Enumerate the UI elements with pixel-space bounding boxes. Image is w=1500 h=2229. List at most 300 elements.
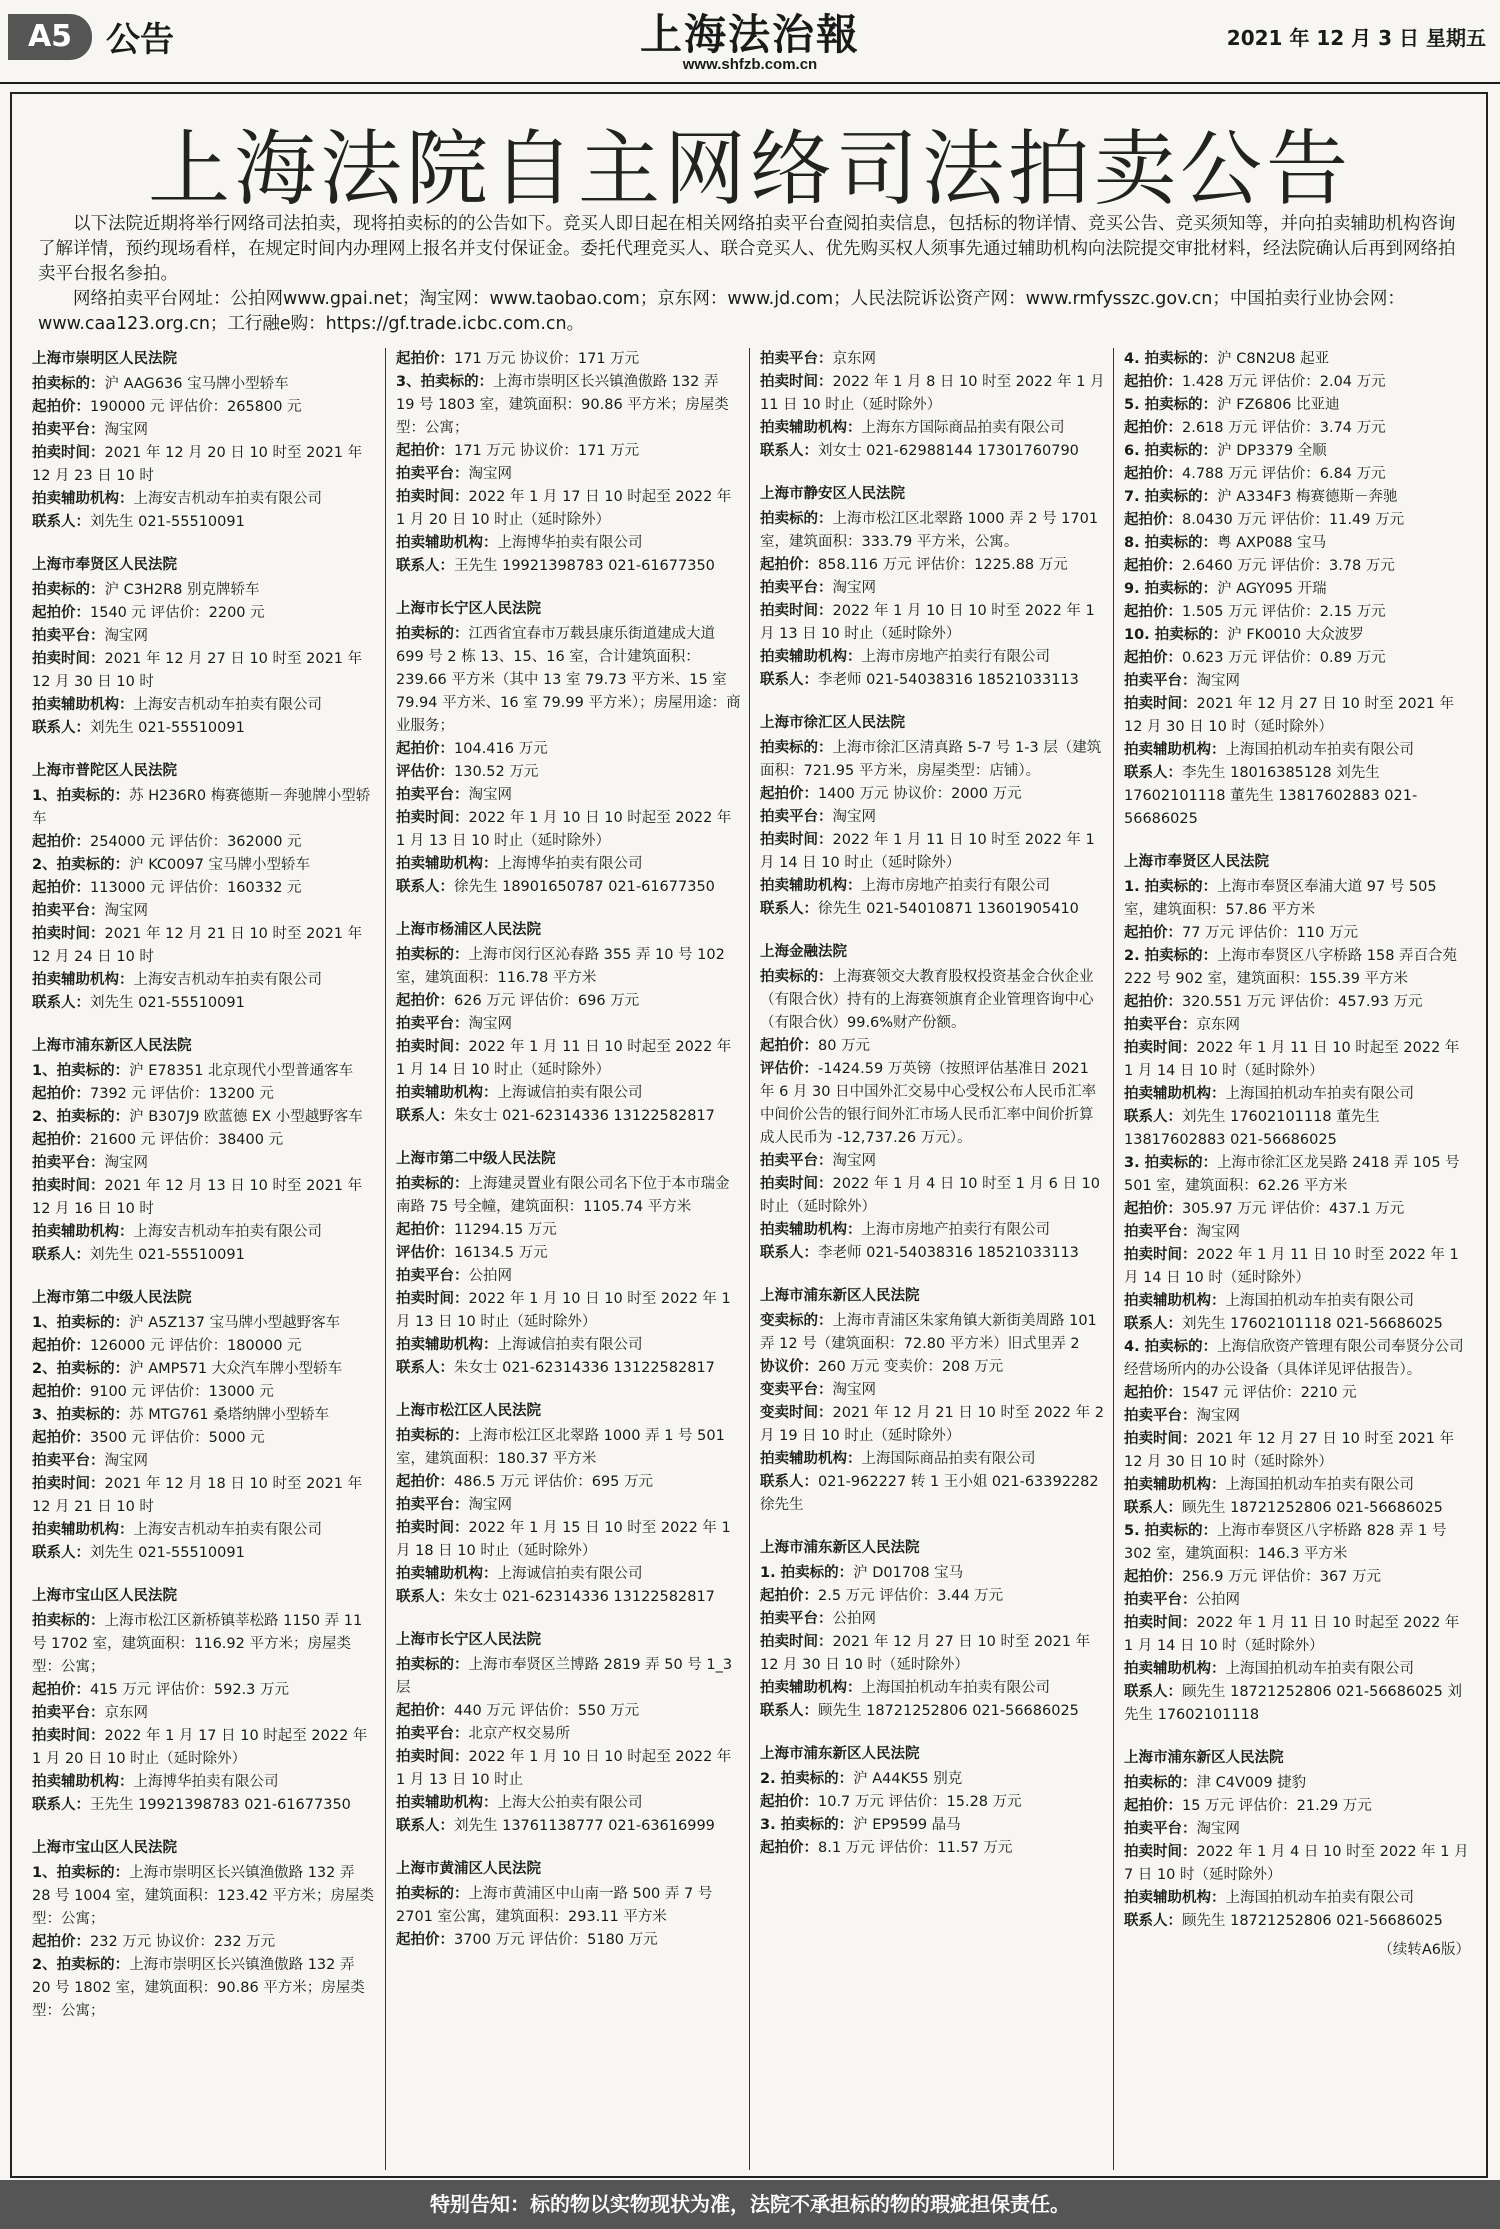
field-value: 沪 KC0097 宝马牌小型轿车 (129, 857, 311, 873)
field-label: 拍卖时间： (396, 1039, 469, 1055)
notice-line (396, 1494, 741, 1517)
field-value: 上海市房地产拍卖行有限公司 (861, 649, 1050, 665)
court-name: 上海市静安区人民法院 (760, 486, 905, 502)
auction-notice (760, 941, 1105, 1265)
notice-line (1124, 1566, 1470, 1589)
notice-line (396, 1265, 741, 1288)
auction-notice (32, 1585, 377, 1817)
field-value: 刘先生 021-55510091 (90, 995, 245, 1011)
notice-line (396, 1723, 741, 1746)
field-label: 联系人： (1124, 1109, 1182, 1125)
field-label: 起拍价： (1124, 374, 1182, 390)
field-value: 朱女士 021-62314336 13122582817 (454, 1360, 715, 1376)
field-label: 起拍价： (396, 1932, 454, 1948)
field-label: 拍卖标的： (396, 1886, 469, 1902)
notice-line (32, 442, 377, 488)
field-label: 联系人： (396, 1108, 454, 1124)
field-label: 起拍价： (32, 605, 90, 621)
field-value: 沪 A5Z137 宝马牌小型越野客车 (129, 1315, 341, 1331)
field-label: 联系人： (760, 672, 818, 688)
notice-line (32, 1106, 377, 1129)
court-name: 上海市奉贤区人民法院 (32, 557, 177, 573)
field-label: 拍卖时间： (396, 1749, 469, 1765)
notice-line (396, 1334, 741, 1357)
field-label: 拍卖平台： (32, 1453, 105, 1469)
notice-line (1124, 991, 1470, 1014)
notice-line (760, 1677, 1105, 1700)
field-value: 上海国拍机动车拍卖有限公司 (1225, 1890, 1414, 1906)
notice-line (1124, 1910, 1470, 1933)
field-value: 王先生 19921398783 021-61677350 (454, 558, 715, 574)
auction-notice (396, 1858, 741, 1952)
field-value: 沪 A334F3 梅赛德斯－奔驰 (1217, 489, 1398, 505)
court-name: 上海市宝山区人民法院 (32, 1840, 177, 1856)
section-name: 公告 (106, 20, 174, 60)
notice-line (1124, 693, 1470, 739)
field-value: 淘宝网 (104, 1453, 148, 1469)
field-value: 190000 元 评估价：265800 元 (90, 399, 302, 415)
field-value: 1.428 万元 评估价：2.04 万元 (1182, 374, 1386, 390)
notice-line (32, 831, 377, 854)
field-value: 粤 AXP088 宝马 (1217, 535, 1327, 551)
field-label: 1. 拍卖标的： (760, 1565, 854, 1581)
field-label: 拍卖时间： (760, 832, 833, 848)
notice-line (396, 1219, 741, 1242)
field-value: 上海安吉机动车拍卖有限公司 (133, 1522, 322, 1538)
field-label: 拍卖平台： (760, 1611, 833, 1627)
field-value: 李老师 021-54038316 18521033113 (818, 1245, 1079, 1261)
field-label: 拍卖辅助机构： (396, 1795, 498, 1811)
field-label: 起拍价： (1124, 466, 1182, 482)
field-label: 起拍价： (1124, 1385, 1182, 1401)
notice-line (760, 417, 1105, 440)
notice-line (32, 1427, 377, 1450)
field-value: 上海市崇明区长兴镇渔傲路 132 弄 19 号 1803 室，建筑面积：90.86 平方米；房屋类型：公寓； (396, 374, 729, 436)
field-label: 起拍价： (32, 399, 90, 415)
court-name: 上海市普陀区人民法院 (32, 763, 177, 779)
field-value: 北京产权交易所 (468, 1726, 570, 1742)
field-label: 拍卖标的： (760, 969, 833, 985)
notice-line (32, 1335, 377, 1358)
field-value: 刘先生 021-55510091 (90, 514, 245, 530)
notice-line (32, 1060, 377, 1083)
notice-line (1124, 1382, 1470, 1405)
field-value: 2021 年 12 月 27 日 10 时至 2021 年 12 月 30 日 10 时（延时除外） (1124, 696, 1455, 735)
field-label: 拍卖时间： (760, 374, 833, 390)
notice-line (396, 1746, 741, 1792)
notice-line (396, 1654, 741, 1700)
notice-line (1124, 1014, 1470, 1037)
field-label: 拍卖平台： (396, 1497, 469, 1513)
field-value: 130.52 万元 (454, 764, 539, 780)
field-value: 上海市房地产拍卖行有限公司 (861, 1222, 1050, 1238)
field-value: 刘先生 021-55510091 (90, 1545, 245, 1561)
field-label: 起拍价： (760, 1588, 818, 1604)
field-value: 440 万元 评估价：550 万元 (454, 1703, 640, 1719)
notice-line (396, 853, 741, 876)
field-value: 4.788 万元 评估价：6.84 万元 (1182, 466, 1386, 482)
field-value: 2022 年 1 月 11 日 10 时至 2022 年 1 月 14 日 10 时止（延时除外） (760, 832, 1095, 871)
field-label: 拍卖辅助机构： (396, 1085, 498, 1101)
field-label: 拍卖辅助机构： (760, 649, 862, 665)
field-label: 起拍价： (32, 834, 90, 850)
field-value: 淘宝网 (832, 1153, 876, 1169)
field-value: 486.5 万元 评估价：695 万元 (454, 1474, 654, 1490)
notice-line (1124, 1795, 1470, 1818)
field-label: 拍卖标的： (760, 740, 833, 756)
field-label: 9. 拍卖标的： (1124, 581, 1218, 597)
field-value: 淘宝网 (104, 903, 148, 919)
field-label: 拍卖时间： (32, 1178, 105, 1194)
court-name: 上海市徐汇区人民法院 (760, 715, 905, 731)
field-label: 8. 拍卖标的： (1124, 535, 1218, 551)
notice-line (760, 577, 1105, 600)
field-value: 京东网 (104, 1705, 148, 1721)
field-label: 起拍价： (1124, 1201, 1182, 1217)
field-label: 起拍价： (32, 1338, 90, 1354)
notice-line (396, 1242, 741, 1265)
notice-line (396, 1036, 741, 1082)
field-value: 刘先生 021-55510091 (90, 720, 245, 736)
notice-line (32, 1244, 377, 1267)
auction-notice (760, 712, 1105, 921)
field-label: 4. 拍卖标的： (1124, 1339, 1218, 1355)
field-value: 上海东方国际商品拍卖有限公司 (861, 420, 1065, 436)
field-value: 上海博华拍卖有限公司 (497, 856, 643, 872)
field-label: 1、拍卖标的： (32, 788, 130, 804)
notice-line (396, 1425, 741, 1471)
notice-line (760, 1058, 1105, 1150)
field-label: 拍卖辅助机构： (396, 535, 498, 551)
field-label: 拍卖平台： (760, 1153, 833, 1169)
field-label: 起拍价： (760, 557, 818, 573)
notice-line (760, 737, 1105, 783)
notice-line (760, 348, 1105, 371)
field-value: 沪 C8N2U8 起亚 (1217, 351, 1330, 367)
field-value: 上海国拍机动车拍卖有限公司 (861, 1680, 1050, 1696)
notice-line (1124, 1405, 1470, 1428)
field-label: 1、拍卖标的： (32, 1865, 130, 1881)
field-label: 联系人： (760, 443, 818, 459)
field-label: 拍卖辅助机构： (760, 878, 862, 894)
field-value: 顾先生 18721252806 021-56686025 刘先生 17602101118 (1124, 1684, 1463, 1723)
field-label: 起拍价： (32, 1384, 90, 1400)
court-name: 上海市松江区人民法院 (396, 1403, 541, 1419)
field-value: 沪 FK0010 大众波罗 (1227, 627, 1364, 643)
notice-line (32, 1473, 377, 1519)
notice-line (1124, 1313, 1470, 1336)
notice-line (396, 371, 741, 440)
notice-line (1124, 509, 1470, 532)
notice-line (396, 738, 741, 761)
field-value: 沪 DP3379 全顺 (1217, 443, 1327, 459)
field-label: 起拍价： (396, 993, 454, 1009)
notice-line (32, 1358, 377, 1381)
field-value: 171 万元 协议价：171 万元 (454, 443, 640, 459)
field-label: 拍卖时间： (760, 1176, 833, 1192)
field-label: 拍卖时间： (396, 810, 469, 826)
field-label: 2、拍卖标的： (32, 857, 130, 873)
notice-line (1124, 1152, 1470, 1198)
field-label: 拍卖平台： (1124, 1017, 1197, 1033)
notice-line (1124, 463, 1470, 486)
intro-text (38, 212, 1462, 337)
field-label: 联系人： (32, 1545, 90, 1561)
field-value: 上海市房地产拍卖行有限公司 (861, 878, 1050, 894)
notice-line (396, 1082, 741, 1105)
notice-line (32, 694, 377, 717)
field-label: 拍卖辅助机构： (760, 420, 862, 436)
field-label: 协议价： (760, 1359, 818, 1375)
field-label: 拍卖标的： (32, 582, 105, 598)
notice-line (396, 1517, 741, 1563)
field-label: 3、拍卖标的： (32, 1407, 130, 1423)
notice-line (760, 508, 1105, 554)
notice-line (32, 1725, 377, 1771)
field-value: 2.618 万元 评估价：3.74 万元 (1182, 420, 1386, 436)
field-value: 沪 FZ6806 比亚迪 (1217, 397, 1340, 413)
field-label: 4. 拍卖标的： (1124, 351, 1218, 367)
notice-line (32, 648, 377, 694)
notice-line (760, 440, 1105, 463)
field-label: 评估价： (396, 764, 454, 780)
notice-line (32, 1954, 377, 2023)
notice-line (32, 602, 377, 625)
field-label: 2. 拍卖标的： (760, 1771, 854, 1787)
field-label: 评估价： (396, 1245, 454, 1261)
field-value: 淘宝网 (1196, 673, 1240, 689)
field-value: 淘宝网 (468, 1016, 512, 1032)
notice-line (1124, 1818, 1470, 1841)
field-label: 联系人： (396, 879, 454, 895)
field-label: 起拍价： (1124, 925, 1182, 941)
field-value: 3700 万元 评估价：5180 万元 (454, 1932, 658, 1948)
field-value: 10.7 万元 评估价：15.28 万元 (818, 1794, 1022, 1810)
notice-line (32, 1542, 377, 1565)
field-value: 021-962227 转 1 王小姐 021-63392282 徐先生 (760, 1474, 1099, 1513)
field-label: 拍卖时间： (396, 1520, 469, 1536)
notice-line (1124, 624, 1470, 647)
field-label: 拍卖辅助机构： (760, 1451, 862, 1467)
court-name: 上海市长宁区人民法院 (396, 601, 541, 617)
field-value: 淘宝网 (1196, 1821, 1240, 1837)
newspaper-url[interactable]: www.shfzb.com.cn (682, 56, 818, 73)
field-value: 津 C4V009 捷豹 (1196, 1775, 1307, 1791)
notice-line (32, 923, 377, 969)
page-number-tag: A5 (8, 14, 92, 60)
field-value: 公拍网 (832, 1611, 876, 1627)
field-value: 上海博华拍卖有限公司 (133, 1774, 279, 1790)
notice-line (396, 1173, 741, 1219)
field-label: 联系人： (396, 1360, 454, 1376)
notice-line (32, 1450, 377, 1473)
field-value: 沪 EP9599 晶马 (853, 1817, 961, 1833)
notice-line (760, 669, 1105, 692)
notice-line (1124, 1772, 1470, 1795)
notice-line (760, 1379, 1105, 1402)
field-value: 2022 年 1 月 4 日 10 时至 1 月 6 日 10 时止（延时除外） (760, 1176, 1101, 1215)
notice-line (1124, 394, 1470, 417)
intro-paragraph: 以下法院近期将举行网络司法拍卖，现将拍卖标的的公告如下。竞买人即日起在相关网络拍卖平台查阅拍卖信息，包括标的物详情、竞买公告、竞买须知等，并向拍卖辅助机构咨询了解详情，预约现场看样，在规定时间内办理网上报名并支付保证金。委托代理竞买人、联合竞买人、优先购买权人须事先通过辅助机构向法院提交审批材料，经法院确认后再到网络拍卖平台报名参拍。 (38, 214, 1456, 284)
auction-notice (760, 348, 1105, 463)
field-value: 淘宝网 (104, 422, 148, 438)
field-label: 拍卖时间： (1124, 1247, 1197, 1263)
field-label: 1、拍卖标的： (32, 1063, 130, 1079)
notice-line (760, 1631, 1105, 1677)
field-value: 沪 AGY095 开瑞 (1217, 581, 1327, 597)
notice-line (396, 1883, 741, 1929)
notice-line (1124, 1887, 1470, 1910)
notice-line (1124, 1244, 1470, 1290)
notice-line (1124, 1428, 1470, 1474)
field-label: 拍卖时间： (1124, 1040, 1197, 1056)
notice-line (396, 532, 741, 555)
masthead (0, 0, 1500, 84)
notice-line (1124, 1474, 1470, 1497)
notice-line (760, 1448, 1105, 1471)
field-value: 上海国拍机动车拍卖有限公司 (1225, 1477, 1414, 1493)
field-value: 1540 元 评估价：2200 元 (90, 605, 265, 621)
newspaper-logo: 上海法治報 (639, 10, 860, 59)
field-label: 拍卖辅助机构： (32, 972, 134, 988)
notice-line (396, 1929, 741, 1952)
auction-notice (32, 554, 377, 740)
page-title: 上海法院自主网络司法拍卖公告 (147, 122, 1352, 217)
field-label: 拍卖辅助机构： (32, 1224, 134, 1240)
field-label: 1、拍卖标的： (32, 1315, 130, 1331)
notice-line (396, 1105, 741, 1128)
notice-line (32, 1519, 377, 1542)
field-label: 联系人： (1124, 1316, 1182, 1332)
field-value: 2021 年 12 月 20 日 10 时至 2021 年 12 月 23 日 10 时 (32, 445, 363, 484)
field-label: 变卖平台： (760, 1382, 833, 1398)
field-label: 拍卖平台： (760, 351, 833, 367)
field-label: 起拍价： (760, 1794, 818, 1810)
auction-notice (1124, 348, 1470, 831)
notice-line (32, 1794, 377, 1817)
field-value: 2022 年 1 月 15 日 10 时至 2022 年 1 月 18 日 10 时止（延时除外） (396, 1520, 731, 1559)
field-value: 上海市松江区北翠路 1000 弄 2 号 1701 室，建筑面积：333.79 平方米，公寓。 (760, 511, 1099, 550)
field-value: 苏 MTG761 桑塔纳牌小型轿车 (129, 1407, 330, 1423)
masthead-rule (0, 82, 1500, 84)
notice-line (32, 1610, 377, 1679)
field-value: 朱女士 021-62314336 13122582817 (454, 1108, 715, 1124)
field-value: -1424.59 万英镑（按照评估基准日 2021 年 6 月 30 日中国外汇交易中心受权公布人民币汇率中间价公告的银行间外汇市场人民币汇率中间价折算成人民币为 -12,737.26 万元）。 (760, 1061, 1097, 1146)
auction-notice (760, 1285, 1105, 1517)
notice-line (396, 1792, 741, 1815)
field-value: 2022 年 1 月 17 日 10 时起至 2022 年 1 月 20 日 10 时止（延时除外） (396, 489, 732, 528)
notice-line (32, 419, 377, 442)
field-value: 16134.5 万元 (454, 1245, 548, 1261)
notice-line (760, 1310, 1105, 1356)
notice-line (760, 1150, 1105, 1173)
field-value: 徐先生 18901650787 021-61677350 (454, 879, 715, 895)
field-value: 刘先生 17602101118 董先生 13817602883 021-56686025 (1124, 1109, 1380, 1148)
field-value: 2021 年 12 月 27 日 10 时至 2021 年 12 月 30 日 10 时（延时除外） (1124, 1431, 1455, 1470)
notice-line (1124, 1520, 1470, 1566)
field-label: 拍卖辅助机构： (1124, 1890, 1226, 1906)
field-value: 上海市徐汇区清真路 5-7 号 1-3 层（建筑面积：721.95 平方米，房屋类型：店铺）。 (760, 740, 1102, 779)
field-label: 起拍价： (32, 1934, 90, 1950)
notice-line (1124, 1083, 1470, 1106)
notice-line (396, 1586, 741, 1609)
field-label: 联系人： (760, 1474, 818, 1490)
field-value: 上海市松江区北翠路 1000 弄 1 号 501 室，建筑面积：180.37 平方米 (396, 1428, 725, 1467)
field-value: 305.97 万元 评估价：437.1 万元 (1182, 1201, 1405, 1217)
field-value: 公拍网 (468, 1268, 512, 1284)
notice-line (32, 1931, 377, 1954)
field-label: 变卖时间： (760, 1405, 833, 1421)
court-name: 上海市杨浦区人民法院 (396, 922, 541, 938)
notice-line (1124, 876, 1470, 922)
issue-date: 2021 年 12 月 3 日 星期五 (1226, 26, 1486, 50)
notice-line (760, 1356, 1105, 1379)
footer-notice: 特别告知：标的物以实物现状为准，法院不承担标的物的瑕疵担保责任。 (0, 2180, 1500, 2229)
intro-platforms: 网络拍卖平台网址：公拍网www.gpai.net；淘宝网：www.taobao.com；京东网：www.jd.com；人民法院诉讼资产网：www.rmfysszc.gov.cn；中国拍卖行业协会网：www.caa123.org.cn；工行融e购：https://gf.trade.icbc.com.cn。 (38, 289, 1405, 334)
notice-line (760, 1837, 1105, 1860)
field-label: 联系人： (32, 995, 90, 1011)
court-name: 上海市第二中级人民法院 (32, 1290, 192, 1306)
auction-notice (760, 1743, 1105, 1860)
field-label: 拍卖辅助机构： (1124, 1293, 1226, 1309)
field-value: 上海国拍机动车拍卖有限公司 (1225, 1661, 1414, 1677)
field-value: 刘先生 17602101118 021-56686025 (1182, 1316, 1443, 1332)
field-label: 联系人： (396, 1818, 454, 1834)
field-value: 2022 年 1 月 11 日 10 时起至 2022 年 1 月 14 日 10 时（延时除外） (1124, 1615, 1460, 1654)
field-value: 沪 A44K55 别克 (853, 1771, 963, 1787)
auction-notice (32, 1287, 377, 1565)
notice-line (1124, 945, 1470, 991)
field-value: 沪 D01708 宝马 (853, 1565, 964, 1581)
field-value: 2022 年 1 月 10 日 10 时起至 2022 年 1 月 13 日 10 时止 (396, 1749, 732, 1788)
field-value: 15 万元 评估价：21.29 万元 (1182, 1798, 1372, 1814)
field-value: 626 万元 评估价：696 万元 (454, 993, 640, 1009)
field-value: 3500 元 评估价：5000 元 (90, 1430, 265, 1446)
field-label: 拍卖时间： (760, 1634, 833, 1650)
notice-line (396, 1471, 741, 1494)
notice-line (760, 1402, 1105, 1448)
notice-line (32, 1129, 377, 1152)
field-label: 拍卖时间： (396, 1291, 469, 1307)
field-label: 拍卖辅助机构： (396, 1337, 498, 1353)
field-value: 上海国拍机动车拍卖有限公司 (1225, 1086, 1414, 1102)
field-value: 刘先生 13761138777 021-63616999 (454, 1818, 715, 1834)
notice-line (760, 1219, 1105, 1242)
field-value: 沪 AMP571 大众汽车牌小型轿车 (129, 1361, 343, 1377)
field-value: 上海诚信拍卖有限公司 (497, 1337, 643, 1353)
field-value: 苏 H236R0 梅赛德斯－奔驰牌小型轿车 (32, 788, 371, 827)
field-value: 2022 年 1 月 10 日 10 时至 2022 年 1 月 13 日 10 时止（延时除外） (396, 1291, 731, 1330)
notice-line (760, 1814, 1105, 1837)
field-value: 8.0430 万元 评估价：11.49 万元 (1182, 512, 1405, 528)
field-label: 起拍价： (396, 1703, 454, 1719)
auction-notice (760, 483, 1105, 692)
field-label: 2、拍卖标的： (32, 1361, 130, 1377)
field-value: 上海市奉贤区奉浦大道 97 号 505 室，建筑面积：57.86 平方米 (1124, 879, 1437, 918)
field-label: 拍卖标的： (396, 947, 469, 963)
notice-line (760, 829, 1105, 875)
field-label: 起拍价： (1124, 994, 1182, 1010)
field-value: 李老师 021-54038316 18521033113 (818, 672, 1079, 688)
field-label: 拍卖时间： (32, 445, 105, 461)
field-value: 公拍网 (1196, 1592, 1240, 1608)
notice-line (760, 1173, 1105, 1219)
field-label: 联系人： (1124, 1500, 1182, 1516)
notice-line (396, 761, 741, 784)
notice-line (760, 646, 1105, 669)
field-label: 联系人： (1124, 1913, 1182, 1929)
field-label: 6. 拍卖标的： (1124, 443, 1218, 459)
